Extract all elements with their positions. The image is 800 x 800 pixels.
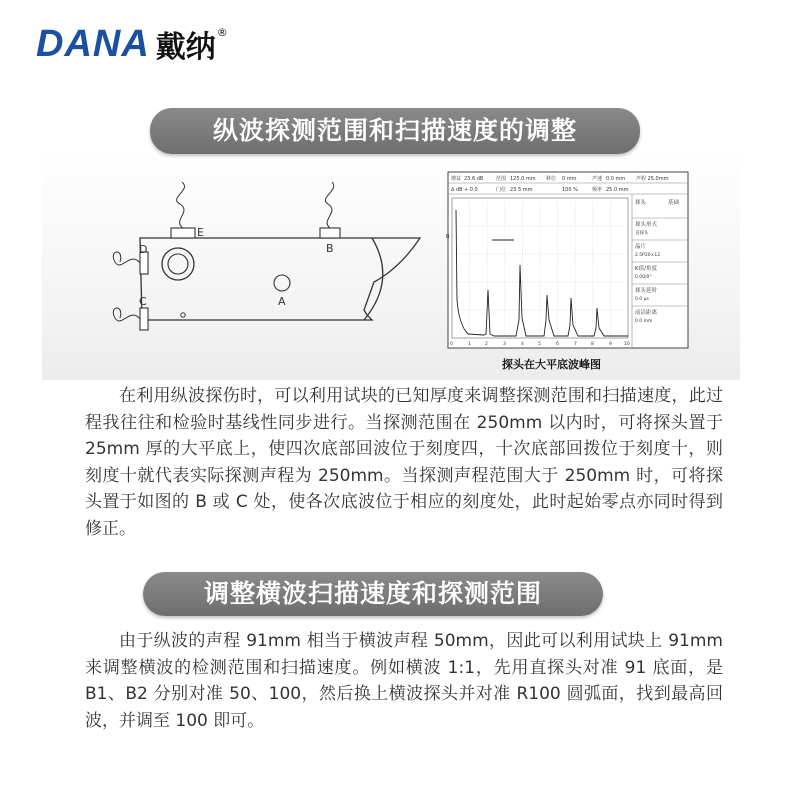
- section1-title: 纵波探测范围和扫描速度的调整: [150, 108, 640, 154]
- side-2-label: 晶片: [635, 244, 647, 250]
- hdr-r2-1: + 0.0: [464, 187, 478, 193]
- side-3-label: K值/角度: [635, 266, 657, 272]
- x-tick-9: 9: [609, 342, 612, 347]
- screen-caption: 探头在大平底波峰图: [502, 358, 601, 371]
- hdr-r2-7: 25.0 mm: [606, 187, 629, 193]
- section2-paragraph: 由于纵波的声程 91mm 相当于横波声程 50mm，因此可以利用试块上 91mm 来调整横波的检测范围和扫描速度。例如横波 1:1，先用直探头对准 91 底面，是 B1、B2 分别对准 50、100，然后换上横波探头并对准 R100 圆弧面，找到最高回波，并调至 100 即可。: [85, 631, 723, 731]
- side-5-value: 0.0 mm: [635, 319, 653, 324]
- brand-logo: [36, 24, 228, 64]
- side-1-value: 直探头: [635, 231, 649, 236]
- side-top-label: 声程 25.0mm: [636, 176, 669, 182]
- probe-label-d: D: [139, 243, 148, 256]
- section1-paragraph: 在利用纵波探伤时，可以利用试块的已知厚度来调整探测范围和扫描速度，此过程我往往和检验时基线性同步进行。当探测范围在 250mm 以内时，可将探头置于 25mm 厚的大平底上，使四次底部回波位于刻度四，十次底部回拨位于刻度十，则刻度十就代表实际探测声程为 250mm。当探测声程范围大于 250mm 时，可将探头置于如图的 B 或 C 处，使各次底波位于相应的刻度处，此时起始零点亦同时得到修正。: [85, 386, 723, 539]
- x-tick-6: 6: [556, 342, 559, 347]
- hdr-r1-3: 125.0 mm: [510, 176, 536, 182]
- calibration-block-diagram: [42, 150, 442, 380]
- hdr-r1-1: 23.6 dB: [464, 176, 484, 182]
- logo-chinese: 戴纳: [155, 30, 216, 65]
- side-0-value: 基础: [668, 200, 680, 206]
- x-tick-7: 7: [574, 342, 577, 347]
- section2-title: 调整横波扫描速度和探测范围: [143, 572, 603, 616]
- hole-label-a: A: [278, 295, 286, 308]
- x-tick-4: 4: [521, 342, 524, 347]
- hdr-r1-2: 范围: [496, 176, 507, 182]
- side-5-label: 前沿距离: [635, 310, 658, 316]
- hdr-r1-5: 0 mm: [562, 176, 577, 182]
- x-tick-8: 8: [591, 342, 594, 347]
- registered-mark: ®: [216, 25, 228, 39]
- hdr-r2-6: 频率: [592, 187, 603, 193]
- illustration-panel: [42, 150, 740, 380]
- hdr-r1-0: 增益: [451, 176, 462, 182]
- x-tick-1: 1: [468, 342, 471, 347]
- side-3-value: 0.00/0°: [635, 275, 652, 280]
- side-4-label: 探头延时: [635, 288, 658, 294]
- hdr-r2-5: 100 %: [562, 187, 578, 193]
- side-0-label: 探头: [635, 200, 647, 206]
- probe-label-b: B: [326, 242, 334, 255]
- x-tick-3: 3: [503, 342, 506, 347]
- logo-latin: DANA: [36, 22, 150, 65]
- hdr-r1-6: 声速: [592, 176, 603, 182]
- hdr-r1-4: 移位: [546, 176, 557, 182]
- flaw-detector-screen: [444, 170, 734, 385]
- side-2-value: 2.5P20×12: [635, 253, 661, 258]
- side-4-value: 0.0 μs: [635, 297, 649, 302]
- x-tick-5: 5: [538, 342, 541, 347]
- x-tick-2: 2: [485, 342, 488, 347]
- side-1-label: 探头形式: [635, 222, 658, 228]
- probe-label-c: C: [139, 295, 147, 308]
- axis-marker: B: [446, 234, 450, 240]
- x-tick-0: 0: [450, 342, 453, 347]
- probe-label-e: E: [197, 226, 204, 239]
- x-tick-10: 10: [624, 342, 630, 347]
- hdr-r2-3: 23.5 mm: [510, 187, 533, 193]
- hdr-r1-7: 0.0 mm: [606, 176, 626, 182]
- hdr-r2-2: 门位: [496, 187, 507, 193]
- hdr-r2-0: Δ dB: [451, 187, 463, 193]
